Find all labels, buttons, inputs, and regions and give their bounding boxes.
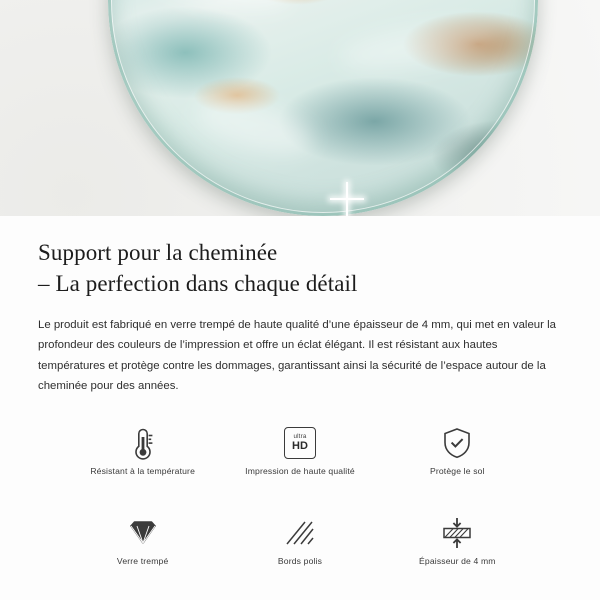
- shield-check-icon: [440, 420, 474, 466]
- diamond-icon: [123, 510, 163, 556]
- ultra-hd-top-label: ultra: [293, 433, 307, 441]
- polished-edges-icon: [283, 510, 317, 556]
- feature-caption: Épaisseur de 4 mm: [419, 556, 496, 567]
- thickness-arrows-icon: [436, 510, 478, 556]
- feature-caption: Protège le sol: [429, 466, 485, 477]
- feature-item-print-quality: [221, 420, 378, 504]
- description-paragraph: Le produit est fabriqué en verre trempé de haute qualité d’une épaisseur de 4 mm, qui met en valeur la profondeur des couleurs de l’impression et offre un éclat élégant. Il est résistant aux hautes températures et protège contre les dommages, garantissant ainsi la sécurité de l’espace autour de la cheminée pour des années.: [38, 319, 556, 393]
- feature-caption: Verre trempé: [116, 556, 169, 567]
- feature-caption: Résistant à la température: [90, 466, 196, 477]
- headline-line-2: – La perfection dans chaque détail: [38, 270, 358, 296]
- feature-item-tempered-glass: [64, 510, 221, 594]
- page-title: [38, 238, 562, 299]
- feature-item-temperature: [64, 420, 221, 504]
- thermometer-icon: [126, 420, 160, 466]
- ultra-hd-icon: [284, 420, 316, 466]
- ink-wisp: [338, 16, 502, 78]
- headline-line-1: Support pour la cheminée: [38, 240, 278, 265]
- hero-image: [0, 0, 600, 216]
- feature-caption: Impression de haute qualité: [245, 466, 355, 477]
- feature-grid: [38, 420, 562, 594]
- ink-wisp: [139, 0, 295, 19]
- feature-item-floor-protection: [379, 420, 536, 504]
- ultra-hd-bottom-label: HD: [292, 440, 308, 453]
- feature-item-polished-edges: [221, 510, 378, 594]
- feature-item-thickness: [379, 510, 536, 594]
- content-section: [0, 216, 600, 594]
- ink-wisp: [190, 89, 318, 166]
- feature-caption: Bords polis: [277, 556, 323, 567]
